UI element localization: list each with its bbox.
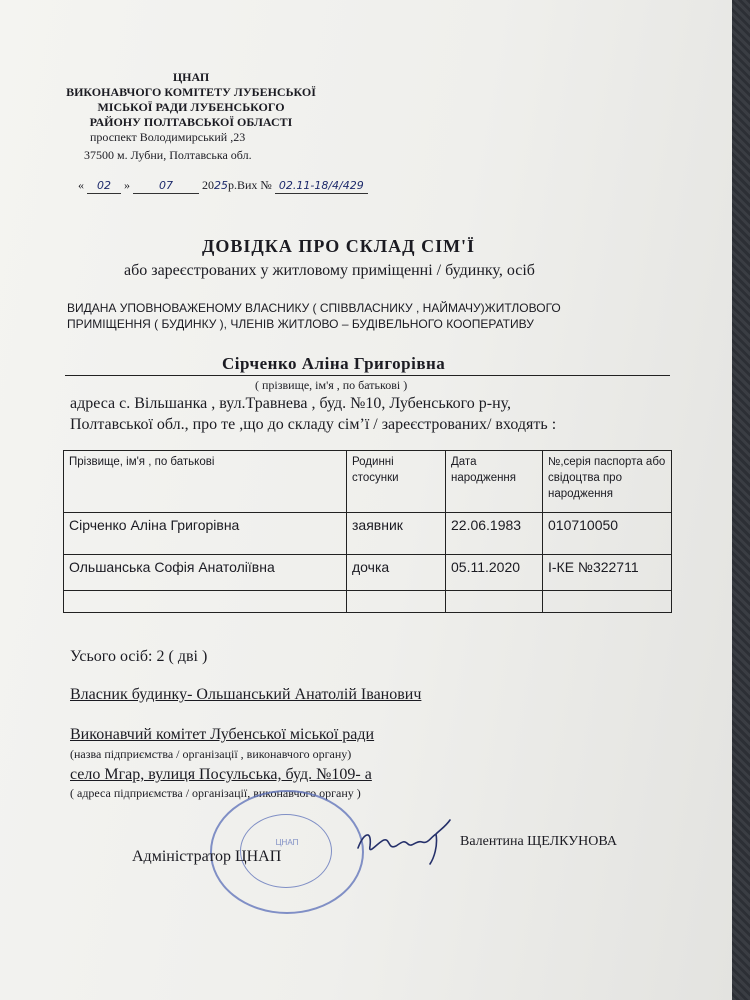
table-row [64,555,672,591]
table-header-row [64,451,672,513]
header-city: 37500 м. Лубни, Полтавська обл. [84,148,252,162]
header-line2: ВИКОНАВЧОГО КОМІТЕТУ ЛУБЕНСЬКОЇ [66,85,316,99]
row1-fullname: Сірченко Аліна Григорівна [64,513,347,555]
address-line2: Полтавської обл., про те ,що до складу сім’ї / зареєстрованих/ входять : [70,416,557,433]
header-birthdate: Дата народження [446,451,543,513]
header-fullname: Прізвище, ім'я , по батькові [64,451,347,513]
issued-line2: ПРИМІЩЕННЯ ( БУДИНКУ ), ЧЛЕНІВ ЖИТЛОВО – БУДІВЕЛЬНОГО КООПЕРАТИВУ [67,317,534,331]
document-subtitle: або зареєстрованих у житловому приміщенні / будинку, осіб [124,262,535,279]
row1-relation: заявник [347,513,446,555]
date-month: 07 [159,179,173,192]
address-line1: адреса с. Вільшанка , вул.Травнева , буд. №10, Лубенського р-ну, [70,395,512,412]
date-day: 02 [97,179,111,192]
org-address: село Мгар, вулиця Посульська, буд. №109- а [70,766,372,783]
table-row [64,513,672,555]
header-line1: ЦНАП [172,70,210,84]
header-relation: Родинні стосунки [347,451,446,513]
row1-birthdate: 22.06.1983 [446,513,543,555]
house-owner: Власник будинку- Ольшанський Анатолій Іванович [70,686,422,703]
document-title: ДОВІДКА ПРО СКЛАД СІМ'Ї [202,236,476,256]
signatory-position: Адміністратор ЦНАП [132,848,282,865]
quote-open: « [78,178,84,192]
background-fabric [732,0,750,1000]
org-header [60,70,322,130]
row1-document: 010710050 [543,513,672,555]
stamp-text: ЦНАП [275,838,299,847]
row2-fullname: Ольшанська Софія Анатоліївна [64,555,347,591]
total-persons: Усього осіб: 2 ( дві ) [70,648,208,665]
year-hand: 25 [214,179,228,192]
family-table [63,450,672,613]
quote-close: » [124,178,130,192]
header-line3: МІСЬКОЇ РАДИ ЛУБЕНСЬКОГО [97,100,285,114]
date-line [78,178,368,194]
address-caption: ( адреса підприємства / організації, виконавчого органу ) [70,786,361,800]
issued-line1: ВИДАНА УПОВНОВАЖЕНОМУ ВЛАСНИКУ ( СПІВВЛАСНИКУ , НАЙМАЧУ)ЖИТЛОВОГО [67,301,561,315]
handwritten-signature [350,812,460,868]
row2-document: І-КЕ №322711 [543,555,672,591]
signatory-name: Валентина ЩЕЛКУНОВА [460,834,617,849]
name-underline [65,375,670,376]
org-name: Виконавчий комітет Лубенської міської ради [70,726,375,743]
out-label: р.Вих № [228,178,272,192]
header-document: №,серія паспорта або свідоцтва про народження [543,451,672,513]
table-empty-row [64,591,672,613]
name-caption: ( прізвище, ім'я , по батькові ) [255,378,408,392]
header-street: проспект Володимирський ,23 [90,130,246,144]
year-prefix: 20 [202,178,214,192]
row2-birthdate: 05.11.2020 [446,555,543,591]
applicant-name: Сірченко Аліна Григорівна [222,354,446,373]
header-line4: РАЙОНУ ПОЛТАВСЬКОЇ ОБЛАСТІ [89,115,293,129]
row2-relation: дочка [347,555,446,591]
org-caption: (назва підприємства / організації , виконавчого органу) [70,747,352,761]
out-number: 02.11-18/4/429 [278,179,364,192]
